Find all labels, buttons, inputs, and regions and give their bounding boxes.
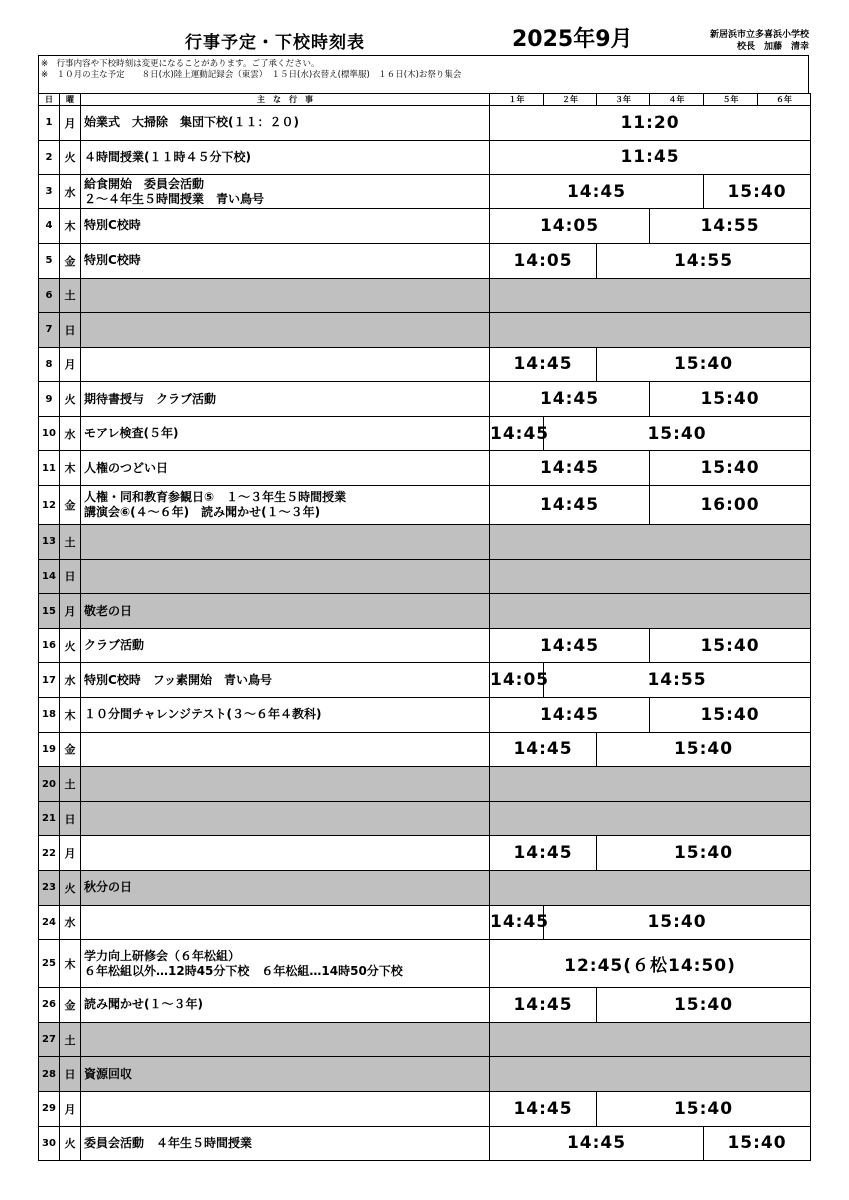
dismissal-time: 15:40 [650,628,811,663]
event-cell [81,594,490,629]
event-line: ２～４年生５時間授業 青い鳥号 [84,191,265,206]
weekday-cell: 水 [60,416,81,451]
day-cell: 2 [39,140,60,175]
time-cell-empty [490,559,811,594]
weekday-cell: 木 [60,698,81,733]
table-row [39,106,811,141]
event-line: 人権のつどい日 [84,460,169,475]
day-cell: 22 [39,836,60,871]
school-info [710,29,809,53]
table-row [39,278,811,313]
weekday-cell: 火 [60,1126,81,1161]
day-cell: 14 [39,559,60,594]
weekday-cell: 月 [60,594,81,629]
table-row [39,767,811,802]
table-row [39,1091,811,1126]
event-line: ４時間授業(１１時４５分下校) [84,149,251,164]
event-cell [81,106,490,141]
event-cell [81,486,490,525]
day-cell: 24 [39,905,60,940]
day-cell: 9 [39,382,60,417]
event-cell [81,416,490,451]
weekday-cell: 土 [60,525,81,560]
month-label: 2025年9月 [512,27,633,52]
table-row [39,836,811,871]
event-cell [81,1022,490,1057]
weekday-cell: 火 [60,140,81,175]
header-day: 日 [39,94,60,106]
weekday-cell: 月 [60,1091,81,1126]
table-row [39,801,811,836]
weekday-cell: 木 [60,940,81,988]
header-grade-3: ３年 [597,94,650,106]
event-line: 敬老の日 [84,603,133,618]
weekday-cell: 日 [60,313,81,348]
dismissal-time: 14:45 [490,628,650,663]
time-cell-empty [490,871,811,906]
header-weekday: 曜 [60,94,81,106]
weekday-cell: 金 [60,243,81,278]
event-line: 学力向上研修会（６年松組） [84,948,241,963]
event-line: 始業式 大掃除 集団下校(１１：２０) [84,115,299,130]
event-cell [81,525,490,560]
dismissal-time: 15:40 [544,416,811,451]
header-grade-1: １年 [490,94,544,106]
page-title: 行事予定・下校時刻表 [185,33,365,53]
day-cell: 26 [39,988,60,1023]
weekday-cell: 月 [60,347,81,382]
event-cell [81,871,490,906]
weekday-cell: 土 [60,767,81,802]
dismissal-time: 14:55 [650,209,811,244]
event-cell [81,313,490,348]
day-cell: 4 [39,209,60,244]
header-grade-2: ２年 [544,94,597,106]
event-line: 資源回収 [84,1066,133,1081]
weekday-cell: 火 [60,628,81,663]
event-cell [81,278,490,313]
event-line: 特別C校時 [84,218,141,233]
dismissal-time: 14:45 [490,1126,704,1161]
event-line: ６年松組以外…12時45分下校 ６年松組…14時50分下校 [84,963,403,978]
weekday-cell: 金 [60,732,81,767]
day-cell: 7 [39,313,60,348]
event-cell [81,767,490,802]
weekday-cell: 土 [60,1022,81,1057]
dismissal-time: 14:45 [490,905,544,940]
event-cell [81,836,490,871]
notes-box [38,55,809,93]
dismissal-time: 14:45 [490,698,650,733]
event-line: モアレ検査(５年) [84,426,179,441]
event-cell [81,1057,490,1092]
day-cell: 15 [39,594,60,629]
weekday-cell: 火 [60,382,81,417]
table-row [39,559,811,594]
weekday-cell: 火 [60,871,81,906]
day-cell: 1 [39,106,60,141]
dismissal-time: 12:45(６松14:50) [490,940,811,988]
table-row [39,382,811,417]
event-line: 人権・同和教育参観日⑤ １～３年生５時間授業 [84,490,347,505]
dismissal-time: 14:45 [490,988,597,1023]
dismissal-time: 14:05 [490,663,544,698]
event-cell [81,698,490,733]
header-events: 主 な 行 事 [81,94,490,106]
event-cell [81,905,490,940]
table-row [39,1126,811,1161]
event-cell [81,140,490,175]
dismissal-time: 14:45 [490,486,650,525]
school-name: 新居浜市立多喜浜小学校 [709,30,809,40]
day-cell: 21 [39,801,60,836]
table-row [39,940,811,988]
dismissal-time: 14:45 [490,347,597,382]
table-row [39,628,811,663]
table-row [39,905,811,940]
event-cell [81,940,490,988]
dismissal-time: 16:00 [650,486,811,525]
dismissal-time: 14:05 [490,209,650,244]
time-cell-empty [490,767,811,802]
day-cell: 28 [39,1057,60,1092]
dismissal-time: 15:40 [597,1091,811,1126]
day-cell: 30 [39,1126,60,1161]
table-row [39,663,811,698]
time-cell-empty [490,1057,811,1092]
weekday-cell: 日 [60,801,81,836]
event-cell [81,175,490,209]
dismissal-time: 15:40 [650,698,811,733]
day-cell: 12 [39,486,60,525]
dismissal-time: 15:40 [704,175,811,209]
day-cell: 13 [39,525,60,560]
weekday-cell: 木 [60,451,81,486]
table-row [39,1022,811,1057]
time-cell-empty [490,1022,811,1057]
weekday-cell: 金 [60,486,81,525]
table-row [39,594,811,629]
event-cell [81,451,490,486]
event-line: 読み聞かせ(１～３年) [84,997,203,1012]
schedule-table [38,93,811,1161]
day-cell: 27 [39,1022,60,1057]
day-cell: 11 [39,451,60,486]
day-cell: 17 [39,663,60,698]
event-line: 特別C校時 フッ素開始 青い鳥号 [84,672,272,687]
event-cell [81,1126,490,1161]
event-line: 委員会活動 ４年生５時間授業 [84,1135,253,1150]
time-cell-empty [490,313,811,348]
dismissal-time: 14:45 [490,836,597,871]
event-cell [81,382,490,417]
day-cell: 25 [39,940,60,988]
weekday-cell: 水 [60,905,81,940]
dismissal-time: 15:40 [597,732,811,767]
day-cell: 18 [39,698,60,733]
note-line: ※ １０月の主な予定 ８日(水)陸上運動記録会（東雲） １５日(水)衣替え(標準服) １６日(木)お祭り集会 [41,70,462,80]
event-cell [81,209,490,244]
table-row [39,988,811,1023]
event-cell [81,1091,490,1126]
event-line: 講演会⑥(４～６年) 読み聞かせ(１～３年) [84,505,321,520]
table-header-row [39,94,811,106]
time-cell-empty [490,525,811,560]
dismissal-time: 15:40 [597,988,811,1023]
table-row [39,525,811,560]
weekday-cell: 金 [60,988,81,1023]
weekday-cell: 日 [60,1057,81,1092]
table-row [39,1057,811,1092]
table-body [39,106,811,1161]
header-grade-5: ５年 [704,94,758,106]
table-row [39,416,811,451]
event-cell [81,559,490,594]
day-cell: 29 [39,1091,60,1126]
dismissal-time: 14:45 [490,732,597,767]
table-row [39,347,811,382]
weekday-cell: 木 [60,209,81,244]
day-cell: 20 [39,767,60,802]
table-row [39,732,811,767]
dismissal-time: 15:40 [597,347,811,382]
dismissal-time: 15:40 [650,451,811,486]
table-row [39,313,811,348]
event-line: クラブ活動 [84,638,145,653]
event-cell [81,347,490,382]
event-line: 期待書授与 クラブ活動 [84,391,217,406]
dismissal-time: 15:40 [704,1126,811,1161]
dismissal-time: 15:40 [650,382,811,417]
weekday-cell: 月 [60,106,81,141]
table-row [39,140,811,175]
day-cell: 19 [39,732,60,767]
header-grade-6: ６年 [758,94,811,106]
dismissal-time: 14:55 [597,243,811,278]
table-row [39,243,811,278]
dismissal-time: 14:45 [490,451,650,486]
day-cell: 16 [39,628,60,663]
time-cell-empty [490,278,811,313]
table-row [39,451,811,486]
dismissal-time: 11:20 [490,106,811,141]
table-row [39,175,811,209]
weekday-cell: 日 [60,559,81,594]
time-cell-empty [490,594,811,629]
dismissal-time: 14:05 [490,243,597,278]
weekday-cell: 水 [60,663,81,698]
day-cell: 8 [39,347,60,382]
day-cell: 23 [39,871,60,906]
weekday-cell: 土 [60,278,81,313]
weekday-cell: 水 [60,175,81,209]
header-grade-4: ４年 [650,94,704,106]
dismissal-time: 15:40 [597,836,811,871]
day-cell: 6 [39,278,60,313]
day-cell: 10 [39,416,60,451]
day-cell: 5 [39,243,60,278]
dismissal-time: 14:45 [490,175,704,209]
table-row [39,209,811,244]
dismissal-time: 14:45 [490,382,650,417]
event-cell [81,628,490,663]
event-line: 給食開始 委員会活動 [84,176,205,191]
event-cell [81,801,490,836]
principal-name: 校長 加藤 清幸 [736,42,809,52]
event-cell [81,732,490,767]
table-row [39,871,811,906]
day-cell: 3 [39,175,60,209]
event-line: 秋分の日 [84,880,133,895]
table-row [39,698,811,733]
note-line: ※ 行事内容や下校時刻は変更になることがあります。ご了承ください。 [41,59,320,69]
event-cell [81,663,490,698]
event-cell [81,243,490,278]
dismissal-time: 15:40 [544,905,811,940]
dismissal-time: 14:55 [544,663,811,698]
table-row [39,486,811,525]
time-cell-empty [490,801,811,836]
weekday-cell: 月 [60,836,81,871]
dismissal-time: 11:45 [490,140,811,175]
event-cell [81,988,490,1023]
event-line: １０分間チャレンジテスト(３～６年４教科) [84,707,322,722]
dismissal-time: 14:45 [490,416,544,451]
event-line: 特別C校時 [84,253,141,267]
dismissal-time: 14:45 [490,1091,597,1126]
